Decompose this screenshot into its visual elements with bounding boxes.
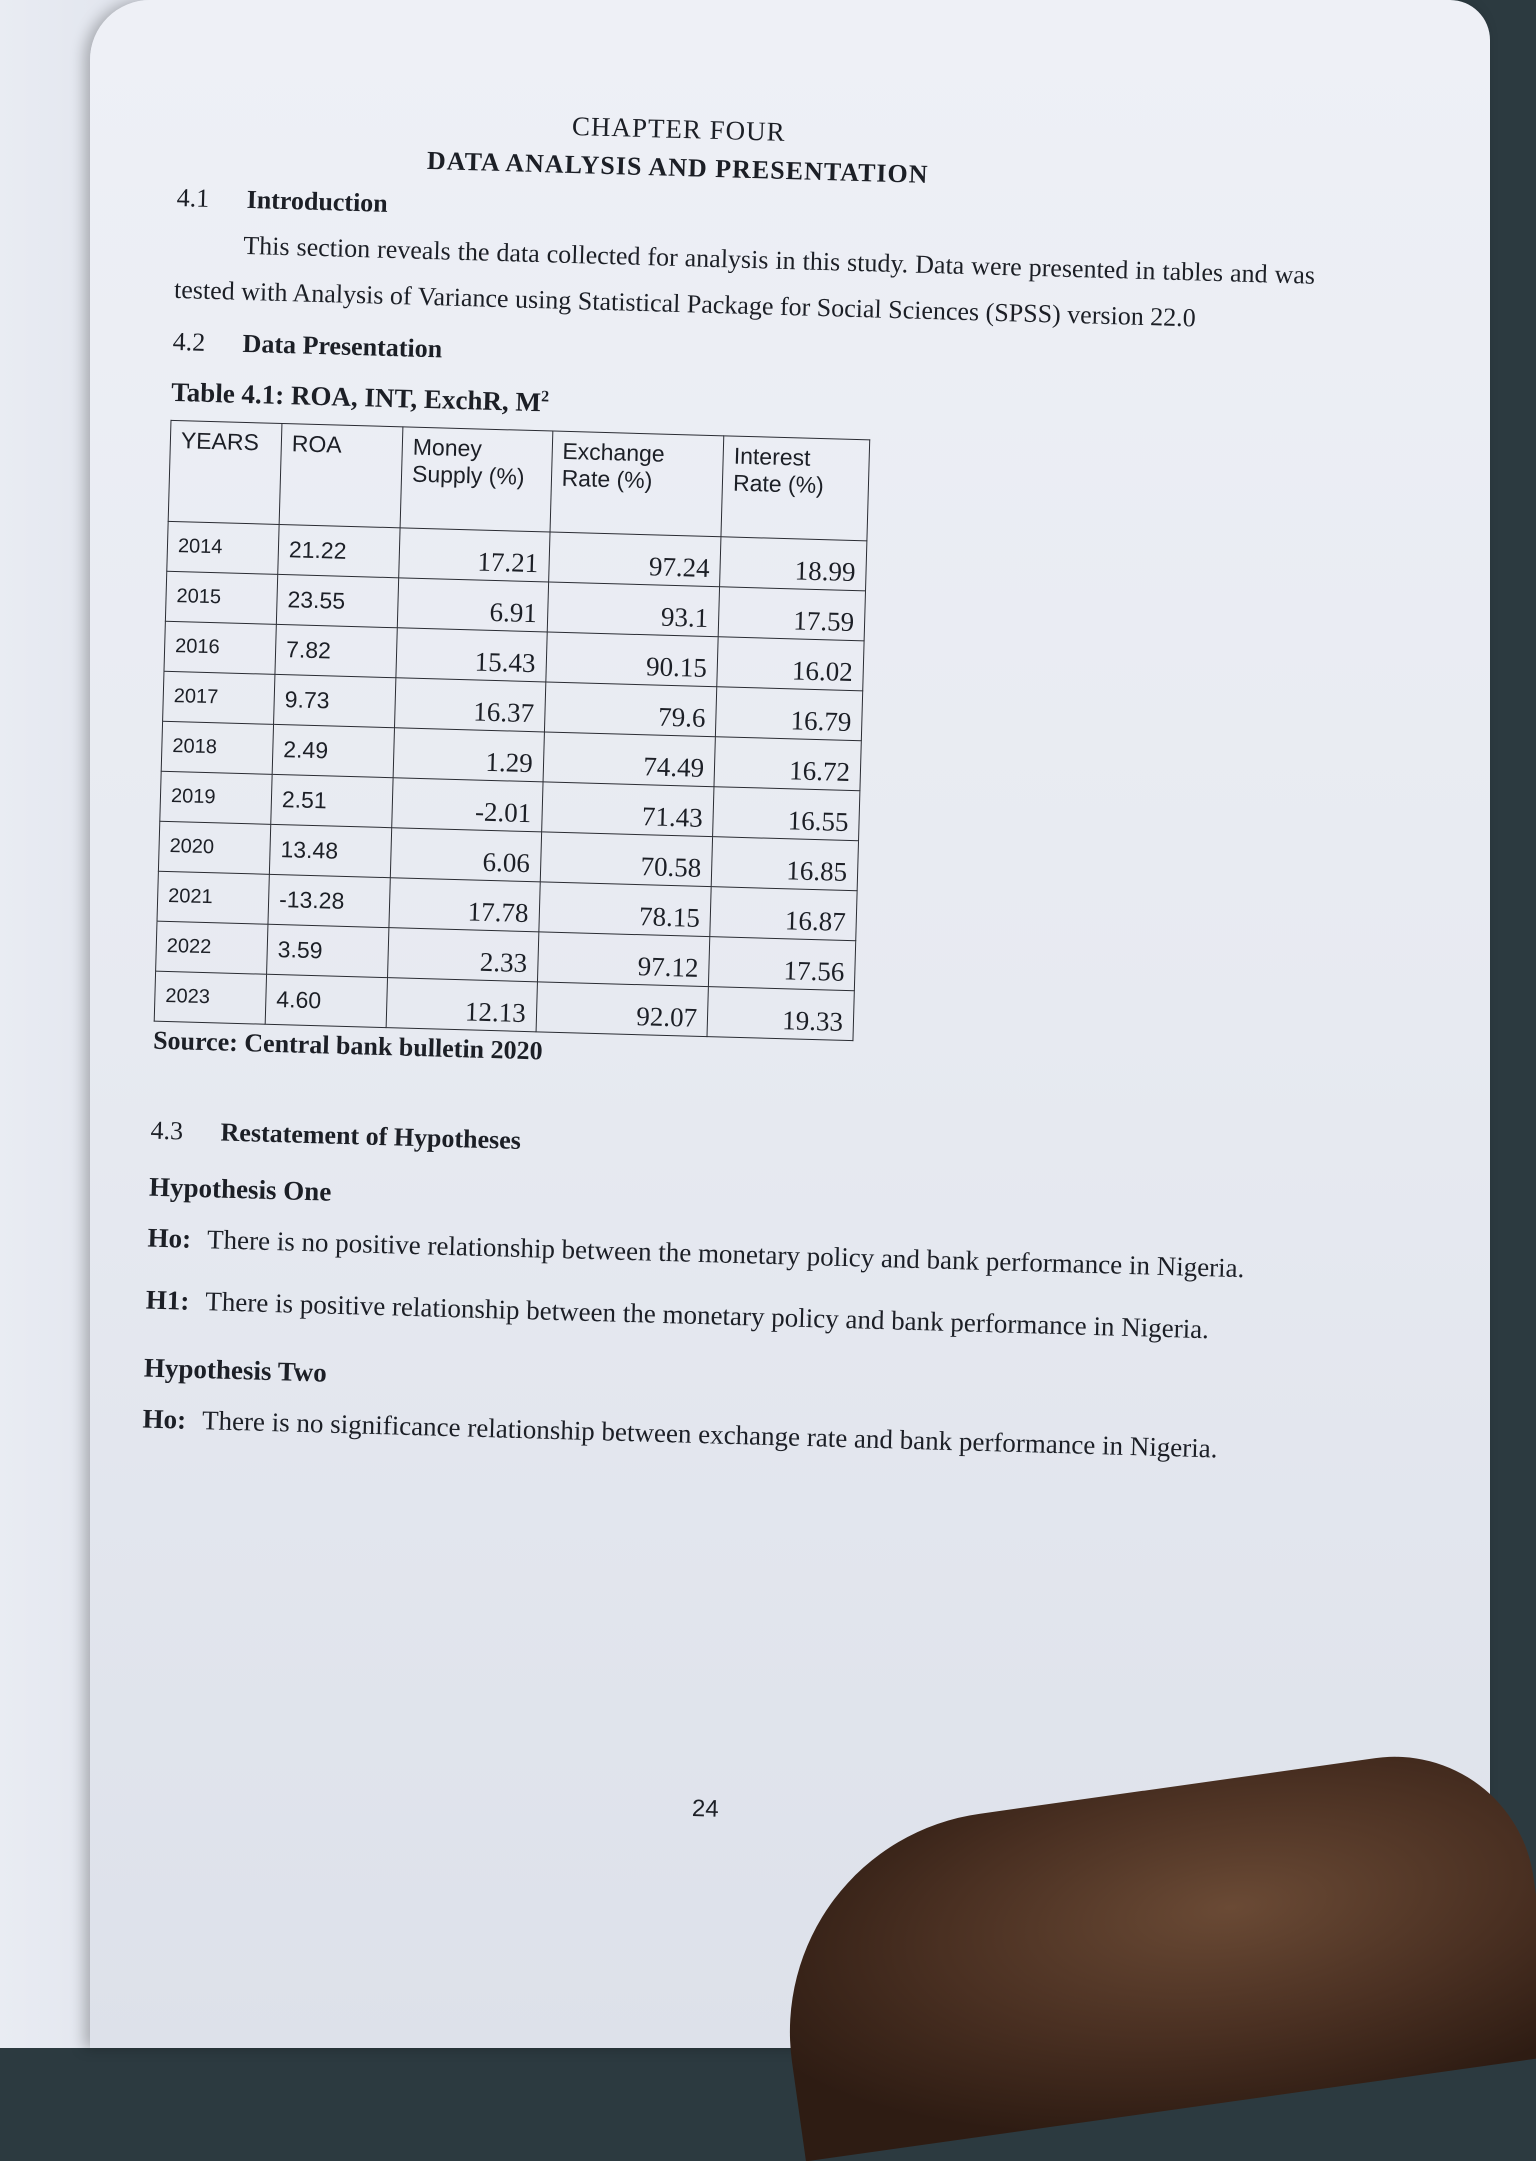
section-heading-hypotheses: [150, 1116, 1340, 1179]
cell-exchange-rate: 70.58: [540, 832, 713, 887]
cell-year: 2023: [154, 971, 266, 1024]
cell-money-supply: -2.01: [392, 778, 543, 832]
hypothesis-one-title: Hypothesis One: [148, 1171, 332, 1207]
section-number: 4.1: [176, 182, 210, 213]
table-caption-sup: 2: [540, 388, 550, 406]
chapter-title: CHAPTER FOUR: [571, 110, 787, 147]
table-body: [154, 521, 867, 1040]
cell-exchange-rate: 93.1: [547, 582, 720, 637]
cell-exchange-rate: 79.6: [544, 682, 717, 737]
cell-money-supply: 6.91: [397, 578, 548, 632]
cell-money-supply: 15.43: [396, 628, 547, 682]
cell-roa: 7.82: [275, 624, 397, 677]
cell-year: 2022: [156, 921, 268, 974]
cell-roa: -13.28: [268, 874, 390, 927]
cell-money-supply: 16.37: [394, 678, 545, 732]
h1-label: H1:: [145, 1284, 190, 1316]
document-page: [127, 80, 1370, 2012]
hypothesis-two-title: Hypothesis Two: [143, 1352, 328, 1388]
table-source: Source: Central bank bulletin 2020: [152, 1025, 543, 1066]
cell-roa: 3.59: [267, 924, 389, 977]
header-money-supply: Money Supply (%): [400, 427, 552, 532]
cell-interest-rate: 16.72: [714, 737, 861, 791]
table-header-row: [168, 420, 870, 540]
cell-roa: 13.48: [269, 824, 391, 877]
cell-exchange-rate: 97.12: [537, 932, 710, 987]
chapter-subtitle: DATA ANALYSIS AND PRESENTATION: [426, 145, 929, 189]
header-interest-rate: Interest Rate (%): [721, 436, 870, 541]
cell-exchange-rate: 71.43: [541, 782, 714, 837]
cell-roa: 21.22: [278, 524, 400, 577]
cell-money-supply: 17.21: [399, 528, 550, 582]
cell-money-supply: 1.29: [393, 728, 544, 782]
cell-interest-rate: 19.33: [707, 987, 854, 1041]
cell-money-supply: 12.13: [386, 978, 537, 1032]
page-number: 24: [691, 1794, 720, 1823]
table-caption-text: Table 4.1: ROA, INT, ExchR, M: [170, 376, 542, 418]
cell-interest-rate: 16.55: [713, 787, 860, 841]
cell-interest-rate: 16.85: [711, 837, 858, 891]
cell-exchange-rate: 74.49: [543, 732, 716, 787]
cell-year: 2020: [158, 821, 270, 874]
cell-money-supply: 6.06: [390, 828, 541, 882]
intro-text: This section reveals the data collected for analysis in this study. Data were presented in tables and was tested with Analysis of Variance using Statistical Package for Social Sciences (SPSS) version 22.0: [173, 230, 1316, 333]
cell-exchange-rate: 90.15: [545, 632, 718, 687]
section-number: 4.2: [172, 326, 206, 357]
section-title: Data Presentation: [242, 328, 443, 364]
data-table: [154, 420, 871, 1041]
cell-interest-rate: 16.02: [717, 637, 864, 691]
h1-text: There is positive relationship between the monetary policy and bank performance in Nigeria.: [204, 1286, 1210, 1345]
cell-roa: 2.49: [272, 724, 394, 777]
header-roa: ROA: [279, 423, 403, 527]
cell-year: 2016: [164, 621, 276, 674]
header-years: YEARS: [168, 420, 282, 524]
cell-interest-rate: 17.59: [718, 587, 865, 641]
cell-money-supply: 2.33: [388, 928, 539, 982]
header-exchange-rate: Exchange Rate (%): [550, 431, 724, 537]
cell-exchange-rate: 97.24: [548, 532, 721, 587]
cell-roa: 4.60: [265, 974, 387, 1027]
cell-roa: 2.51: [271, 774, 393, 827]
cell-roa: 23.55: [276, 574, 398, 627]
cell-year: 2017: [163, 671, 275, 724]
h0-text: There is no significance relationship between exchange rate and bank performance in Nigeria.: [201, 1405, 1218, 1464]
h0-label: Ho:: [147, 1222, 192, 1254]
cell-year: 2018: [161, 721, 273, 774]
section-title: Restatement of Hypotheses: [220, 1117, 522, 1155]
cell-money-supply: 17.78: [389, 878, 540, 932]
cell-interest-rate: 16.87: [710, 887, 857, 941]
cell-year: 2014: [167, 521, 279, 574]
cell-year: 2015: [165, 571, 277, 624]
cell-interest-rate: 16.79: [715, 687, 862, 741]
h0-label: Ho:: [142, 1403, 187, 1435]
cell-exchange-rate: 92.07: [536, 982, 709, 1037]
section-number: 4.3: [150, 1115, 184, 1146]
section-title: Introduction: [246, 184, 389, 218]
h0-text: There is no positive relationship between the monetary policy and bank performance in Nigeria.: [206, 1224, 1245, 1284]
cell-interest-rate: 18.99: [720, 537, 867, 591]
cell-year: 2019: [160, 771, 272, 824]
cell-interest-rate: 17.56: [708, 937, 855, 991]
cell-roa: 9.73: [274, 674, 396, 727]
cell-exchange-rate: 78.15: [538, 882, 711, 937]
cell-year: 2021: [157, 871, 269, 924]
